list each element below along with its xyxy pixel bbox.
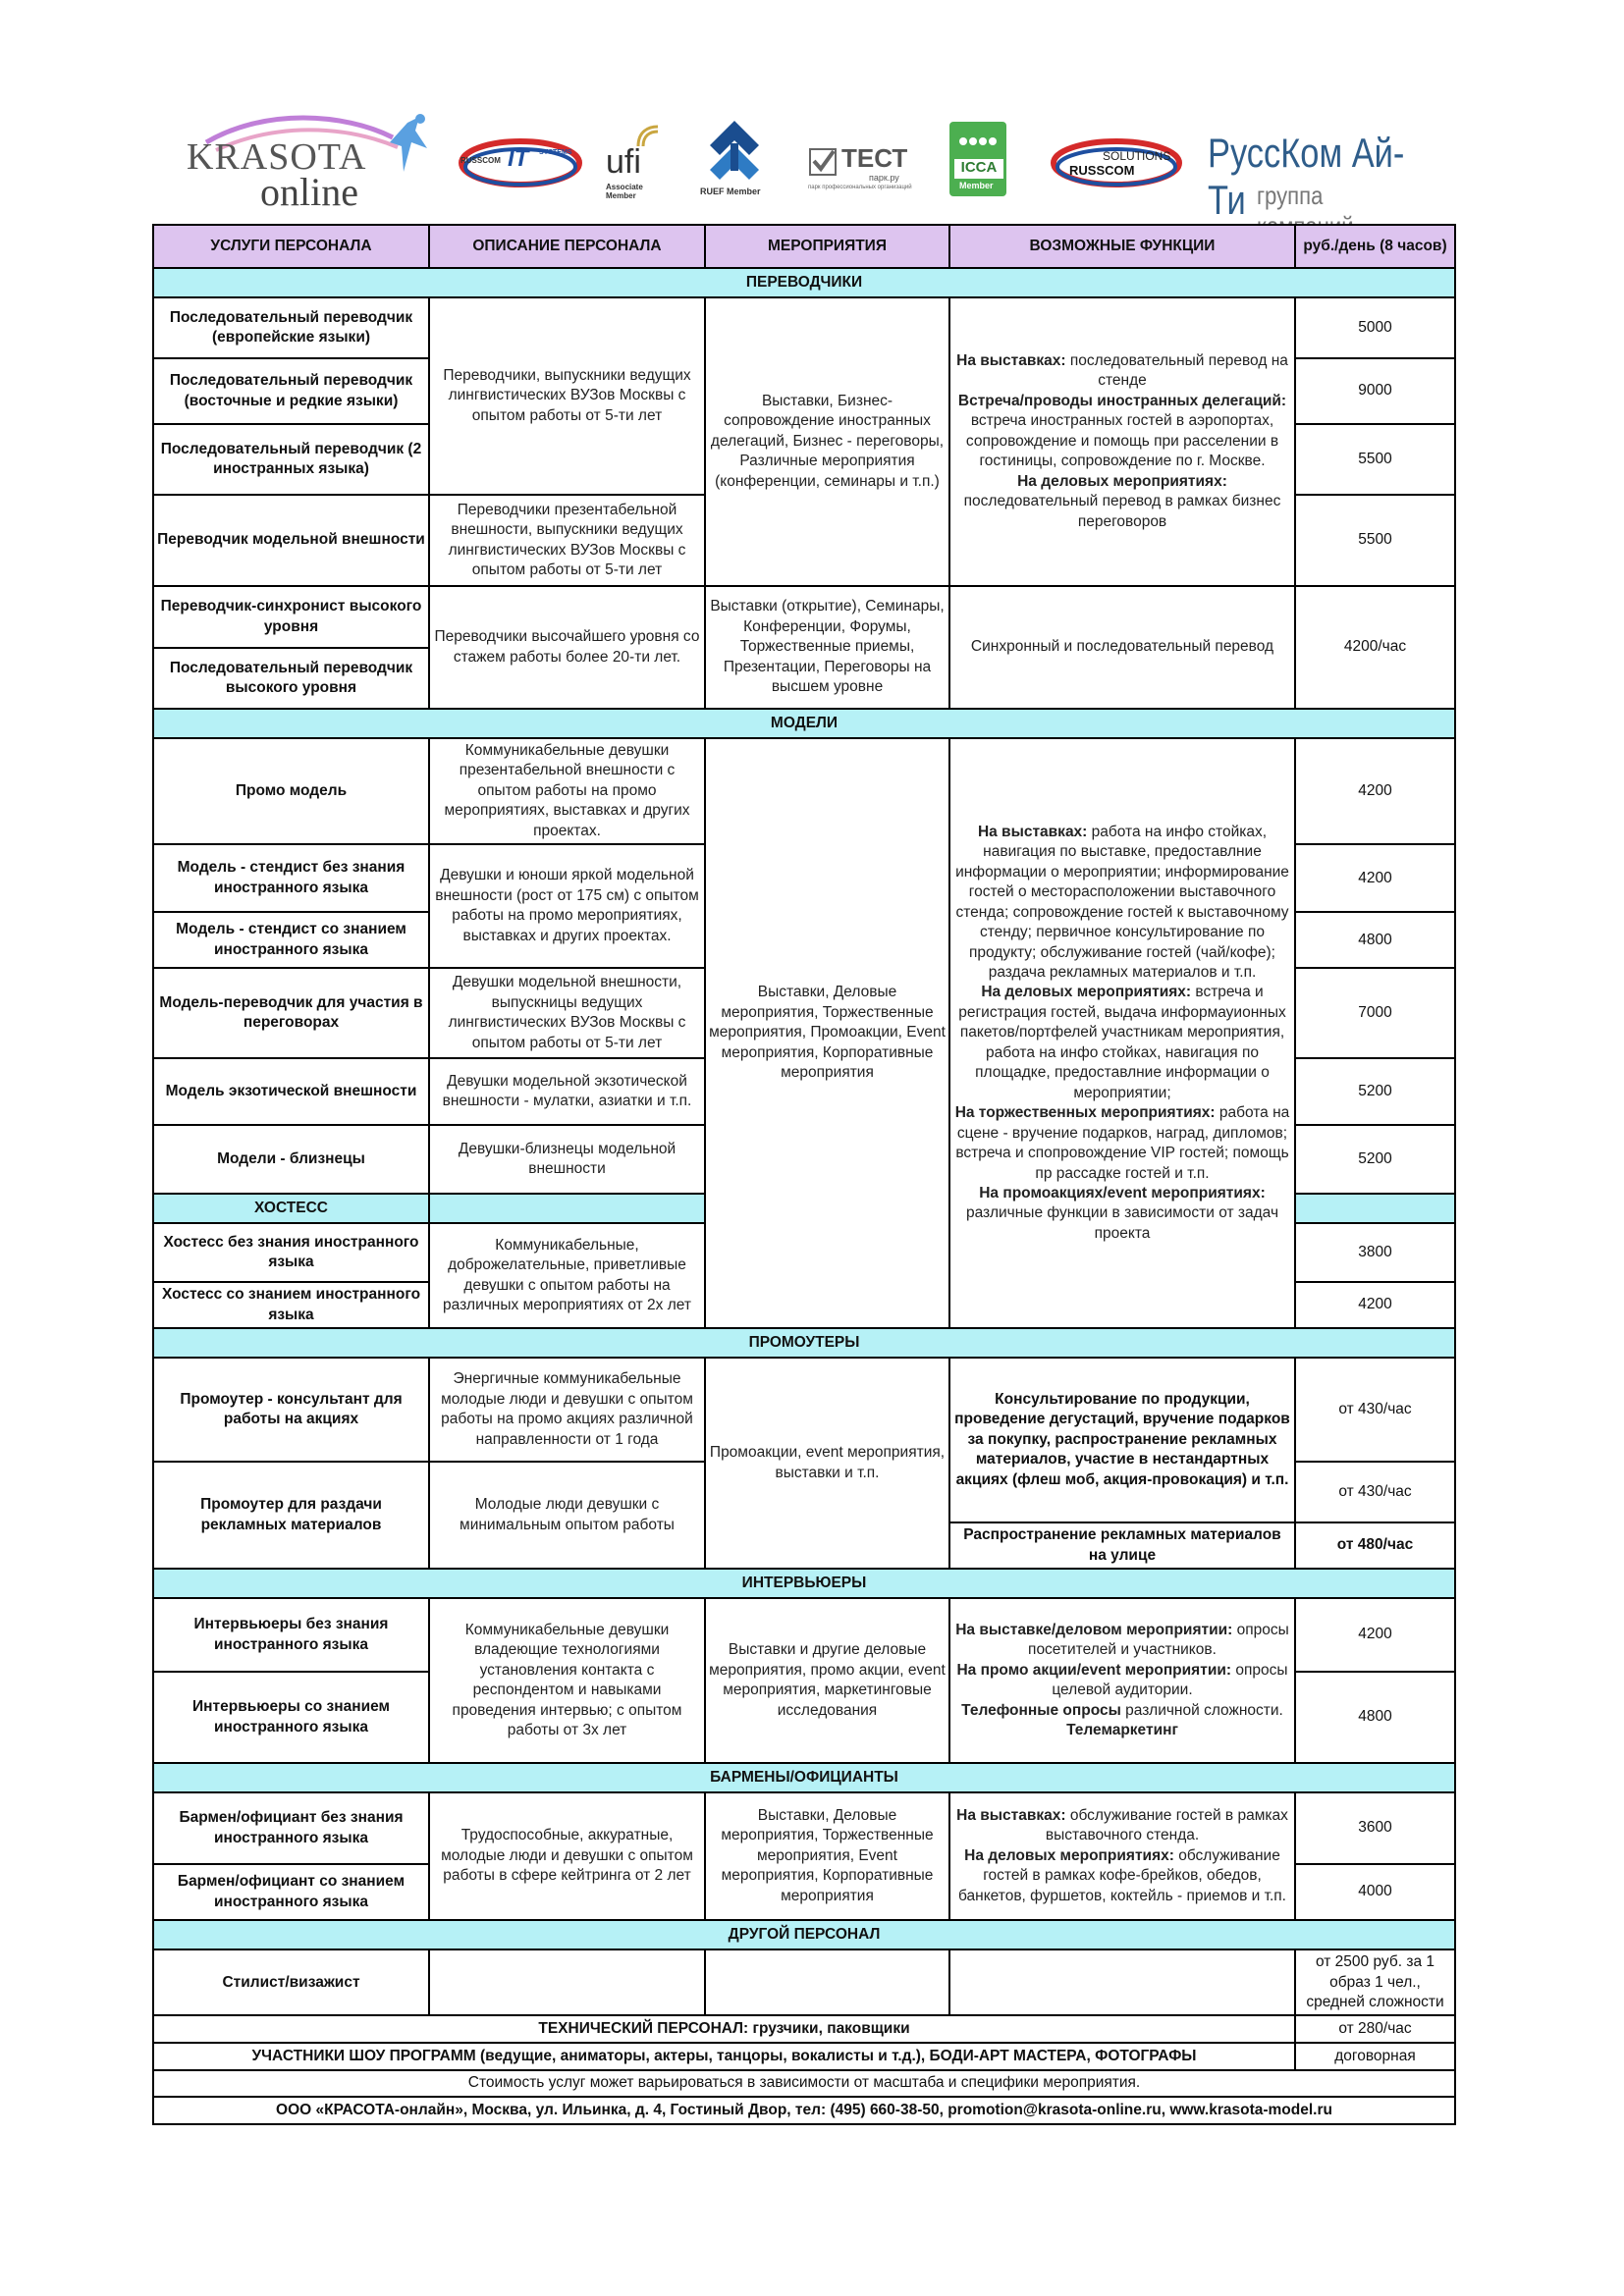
events-cell: Выставки, Бизнес- сопровождение иностранных делегаций, Бизнес - переговоры, Различные мероприятия (конференции, семинары и т.п.) — [705, 297, 949, 586]
table-row — [153, 297, 1455, 358]
ufi-logo — [604, 108, 682, 216]
price-cell: 5500 — [1295, 424, 1455, 495]
functions-cell: Консультирование по продукции, проведение дегустаций, вручение подарков за покупку, распространение рекламных материалов, участие в нестандартных акциях (флеш моб, акция-провокация) и т.п. — [949, 1358, 1295, 1522]
func-label: На деловых мероприятиях: — [1017, 472, 1227, 490]
service-cell: Промо модель — [153, 738, 429, 844]
table-row — [153, 1949, 1455, 2015]
russkom-sub: группа — [1257, 181, 1324, 210]
krasota-online-logo — [157, 108, 452, 216]
price-cell: 3600 — [1295, 1792, 1455, 1864]
description-cell: Девушки и юноши яркой модельной внешности (рост от 175 см) с опытом работы на промо мероприятиях, выставках и других проектах. — [429, 844, 705, 968]
header-services: УСЛУГИ ПЕРСОНАЛА — [153, 225, 429, 268]
price-cell: 5000 — [1295, 297, 1455, 358]
func-label: На выставках: — [956, 1806, 1066, 1824]
price-cell: 3800 — [1295, 1223, 1455, 1282]
section-interviewers: ИНТЕРВЬЮЕРЫ — [153, 1569, 1455, 1598]
price-table — [152, 224, 1456, 2125]
func-text: обслуживание гостей в рамках кофе-брейков, обедов, банкетов, фуршетов, коктейль - приемов и т.п. — [958, 1846, 1286, 1904]
service-cell: УЧАСТНИКИ ШОУ ПРОГРАММ (ведущие, аниматоры, актеры, танцоры, вокалисты и т.д.), БОДИ-АРТ МАСТЕРА, ФОТОГРАФЫ — [153, 2043, 1295, 2070]
service-cell: Модель - стендист без знания иностранного языка — [153, 844, 429, 912]
functions-cell: Синхронный и последовательный перевод — [949, 586, 1295, 709]
service-cell: Интервьюеры со знанием иностранного языка — [153, 1672, 429, 1763]
russcom-it-it: IT — [508, 145, 529, 172]
ufi-sub: Associate Member — [606, 183, 643, 200]
price-cell: 7000 — [1295, 968, 1455, 1058]
section-hostess-fill — [1295, 1194, 1455, 1223]
icca-logo — [949, 108, 1008, 216]
description-cell: Переводчики, выпускники ведущих лингвистических ВУЗов Москвы с опытом работы от 5-ти лет — [429, 297, 705, 495]
service-cell: Промоутер для раздачи рекламных материалов — [153, 1462, 429, 1569]
functions-cell — [949, 1598, 1295, 1763]
table-row — [153, 2015, 1455, 2043]
functions-cell: Распространение рекламных материалов на улице — [949, 1522, 1295, 1569]
func-label: Телефонные опросы — [961, 1701, 1121, 1719]
func-label: На выставках: — [977, 823, 1088, 840]
func-label: На промоакциях/event мероприятиях: — [979, 1184, 1266, 1201]
func-text: различные функции в зависимости от задач проекта — [965, 1204, 1279, 1242]
russkom-main: РусcКом Ай-Ти — [1208, 130, 1405, 223]
table-row — [153, 1792, 1455, 1864]
russcom-it-prefix: RUSSCOM — [460, 156, 501, 165]
func-label: Встреча/проводы иностранных делегаций: — [957, 392, 1287, 409]
description-cell: Девушки модельной внешности, выпускницы ведущих лингвистических ВУЗов Москвы с опытом работы от 5-ти лет — [429, 968, 705, 1058]
service-cell: Модель экзотической внешности — [153, 1058, 429, 1125]
ruef-text: RUEF Member — [700, 187, 761, 196]
krasota-logo-line1: KRASOTA — [187, 136, 367, 178]
price-cell: 4200 — [1295, 738, 1455, 844]
func-text: последовательный перевод на стенде — [1065, 351, 1288, 390]
footer-contact: ООО «КРАСОТА-онлайн», Москва, ул. Ильинка, д. 4, Гостиный Двор, тел: (495) 660-38-50, promotion@krasota-online.ru, www.krasota-model.ru — [153, 2097, 1455, 2124]
section-hostess-fill — [429, 1194, 705, 1223]
service-cell: Модель - стендист со знанием иностранного языка — [153, 912, 429, 968]
service-cell: Хостесс без знания иностранного языка — [153, 1223, 429, 1282]
func-label: На выставках: — [956, 351, 1066, 369]
russcom-solutions-logo — [1048, 108, 1185, 216]
description-cell: Девушки модельной экзотической внешности - мулатки, азиатки и т.п. — [429, 1058, 705, 1125]
russkom-ait-logo — [1208, 108, 1453, 223]
icca-sub: Member — [959, 181, 994, 190]
empty-cell — [949, 1949, 1295, 2015]
description-cell: Молодые люди девушки с минимальным опытом работы — [429, 1462, 705, 1569]
price-cell: от 430/час — [1295, 1358, 1455, 1462]
func-text: работа на сцене - вручение подарков, наград, дипломов; встреча и спопровождение VIP гостей; помощь пр рассадке гостей и т.п. — [955, 1104, 1290, 1182]
table-row — [153, 1358, 1455, 1462]
price-cell: от 2500 руб. за 1 образ 1 чел., средней сложности — [1295, 1949, 1455, 2015]
price-cell: 4800 — [1295, 1672, 1455, 1763]
func-label: Телемаркетинг — [1066, 1721, 1178, 1738]
service-cell: Промоутер - консультант для работы на акциях — [153, 1358, 429, 1462]
russcom-it-logo — [457, 108, 584, 216]
description-cell: Девушки-близнецы модельной внешности — [429, 1125, 705, 1194]
price-cell: 4200 — [1295, 844, 1455, 912]
events-cell: Выставки, Деловые мероприятия, Торжественные мероприятия, Event мероприятия, Корпоративные мероприятия — [705, 1792, 949, 1920]
section-promoters: ПРОМОУТЕРЫ — [153, 1328, 1455, 1358]
events-cell: Выставки, Деловые мероприятия, Торжественные мероприятия, Промоакции, Event мероприятия, Корпоративные мероприятия — [705, 738, 949, 1328]
price-cell: 4000 — [1295, 1864, 1455, 1920]
service-cell: ТЕХНИЧЕСКИЙ ПЕРСОНАЛ: грузчики, паковщики — [153, 2015, 1295, 2043]
service-cell: Последовательный переводчик высокого уровня — [153, 648, 429, 709]
russcom-sol-main: RUSSCOM — [1069, 163, 1135, 178]
func-label: На деловых мероприятиях: — [964, 1846, 1174, 1864]
footer-contact-row — [153, 2097, 1455, 2124]
russcom-it-systems: SYSTEMS — [539, 149, 572, 156]
func-text: различной сложности. — [1120, 1701, 1283, 1719]
price-cell: 4200/час — [1295, 586, 1455, 709]
service-cell: Стилист/визажист — [153, 1949, 429, 2015]
description-cell: Коммуникабельные девушки владеющие технологиями установления контакта с респондентом и навыками проведения интервью; с опытом работы от 3х лет — [429, 1598, 705, 1763]
section-hostess: ХОСТЕСС — [153, 1194, 429, 1223]
service-cell: Интервьюеры без знания иностранного языка — [153, 1598, 429, 1672]
header-functions: ВОЗМОЖНЫЕ ФУНКЦИИ — [949, 225, 1295, 268]
service-cell: Переводчик модельной внешности — [153, 495, 429, 586]
header-price: руб./день (8 часов) — [1295, 225, 1455, 268]
header-events: МЕРОПРИЯТИЯ — [705, 225, 949, 268]
empty-cell — [705, 1949, 949, 2015]
func-label: На деловых мероприятиях: — [981, 984, 1192, 1001]
functions-cell — [949, 1792, 1295, 1920]
description-cell: Переводчики презентабельной внешности, выпускники ведущих лингвистических ВУЗов Москвы с опытом работы от 5-ти лет — [429, 495, 705, 586]
func-text: опросы целевой аудитории. — [1052, 1661, 1288, 1699]
service-cell: Модель-переводчик для участия в переговорах — [153, 968, 429, 1058]
partner-logos — [157, 108, 1453, 221]
section-models: МОДЕЛИ — [153, 709, 1455, 738]
ruef-mark-icon — [705, 116, 774, 185]
footer-note-row — [153, 2070, 1455, 2096]
icca-text: ICCA — [954, 159, 1003, 179]
events-cell: Выставки и другие деловые мероприятия, промо акции, event мероприятия, маркетинговые исследования — [705, 1598, 949, 1763]
empty-cell — [429, 1949, 705, 2015]
func-text: опросы посетителей и участников. — [1028, 1621, 1289, 1659]
func-text: последовательный перевод в рамках бизнес переговоров — [963, 493, 1281, 530]
description-cell: Коммуникабельные, доброжелательные, приветливые девушки с опытом работы на различных мероприятиях от 2х лет — [429, 1223, 705, 1328]
service-cell: Бармен/официант со знанием иностранного языка — [153, 1864, 429, 1920]
table-row — [153, 1598, 1455, 1672]
test-sub: парк.ру — [869, 173, 899, 183]
price-cell: 4800 — [1295, 912, 1455, 968]
section-other: ДРУГОЙ ПЕРСОНАЛ — [153, 1920, 1455, 1949]
description-cell: Энергичные коммуникабельные молодые люди и девушки с опытом работы на промо акциях различной направленности от 1 года — [429, 1358, 705, 1462]
service-cell: Последовательный переводчик (восточные и редкие языки) — [153, 358, 429, 424]
events-cell: Выставки (открытие), Семинары, Конференции, Форумы, Торжественные приемы, Презентации, Переговоры на высшем уровне — [705, 586, 949, 709]
price-cell: 9000 — [1295, 358, 1455, 424]
test-text: ТЕСТ — [841, 143, 908, 173]
table-row — [153, 738, 1455, 844]
russcom-sol-top: SOLUTIONS — [1103, 149, 1171, 163]
price-cell: от 280/час — [1295, 2015, 1455, 2043]
func-text: встреча и регистрация гостей, выдача информауионных пакетов/портфелей участникам мероприятия, работа на инфо стойках, навигация по площадке, предоставлние информации о мероприятии; — [958, 984, 1286, 1101]
functions-cell — [949, 297, 1295, 586]
func-label: На торжественных мероприятиях: — [954, 1104, 1216, 1122]
func-text: встреча иностранных гостей в аэропортах, сопровождение и помощь при расселении в гостиницы, сопровождение по г. Москве. — [965, 412, 1279, 470]
functions-cell — [949, 738, 1295, 1328]
section-barmen: БАРМЕНЫ/ОФИЦИАНТЫ — [153, 1763, 1455, 1792]
price-cell: договорная — [1295, 2043, 1455, 2070]
icca-dots-icon — [958, 132, 998, 151]
table-row — [153, 2043, 1455, 2070]
description-cell: Трудоспособные, аккуратные, молодые люди и девушки с опытом работы в сфере кейтринга от 2 лет — [429, 1792, 705, 1920]
price-cell: 5500 — [1295, 495, 1455, 586]
service-cell: Модели - близнецы — [153, 1125, 429, 1194]
service-cell: Последовательный переводчик (2 иностранных языка) — [153, 424, 429, 495]
func-label: На промо акции/event мероприятии: — [956, 1661, 1232, 1679]
test-caption: парк профессиональных организаций — [808, 185, 912, 190]
service-cell: Последовательный переводчик (европейские языки) — [153, 297, 429, 358]
price-cell: 5200 — [1295, 1058, 1455, 1125]
func-text: обслуживание гостей в рамках выставочного стенда. — [1045, 1806, 1288, 1844]
footer-note: Стоимость услуг может варьироваться в зависимости от масштаба и специфики мероприятия. — [153, 2070, 1455, 2096]
ufi-arc-icon — [633, 122, 663, 151]
description-cell: Переводчики высочайшего уровня со стажем работы более 20-ти лет. — [429, 586, 705, 709]
ruef-logo — [700, 108, 779, 216]
service-cell: Переводчик-синхронист высокого уровня — [153, 586, 429, 648]
section-translators: ПЕРЕВОДЧИКИ — [153, 268, 1455, 297]
func-text: работа на инфо стойках, навигация по выставке, предоставлние информации о мероприятии; информирование гостей о месторасположении выставочного стенда; сопровождение гостей к выставочному стенду; первичное консультирование по продукту; обслуживание гостей (чай/кофе); раздача рекламных материалов и т.п. — [955, 823, 1289, 981]
price-cell: 4200 — [1295, 1282, 1455, 1328]
table-header-row — [153, 225, 1455, 268]
krasota-logo-line2: online — [260, 170, 358, 214]
func-label: На выставке/деловом мероприятии: — [955, 1621, 1233, 1638]
test-logo — [808, 108, 926, 216]
price-cell: от 430/час — [1295, 1462, 1455, 1522]
price-cell: 5200 — [1295, 1125, 1455, 1194]
header-description: ОПИСАНИЕ ПЕРСОНАЛА — [429, 225, 705, 268]
service-cell: Хостесс со знанием иностранного языка — [153, 1282, 429, 1328]
service-cell: Бармен/официант без знания иностранного языка — [153, 1792, 429, 1864]
description-cell: Коммуникабельные девушки презентабельной внешности с опытом работы на промо мероприятиях, выставках и других проектах. — [429, 738, 705, 844]
checkmark-icon — [808, 147, 838, 177]
table-row — [153, 586, 1455, 648]
ufi-text: ufi — [606, 143, 641, 181]
events-cell: Промоакции, event мероприятия, выставки и т.п. — [705, 1358, 949, 1569]
price-cell: от 480/час — [1295, 1522, 1455, 1569]
price-cell: 4200 — [1295, 1598, 1455, 1672]
